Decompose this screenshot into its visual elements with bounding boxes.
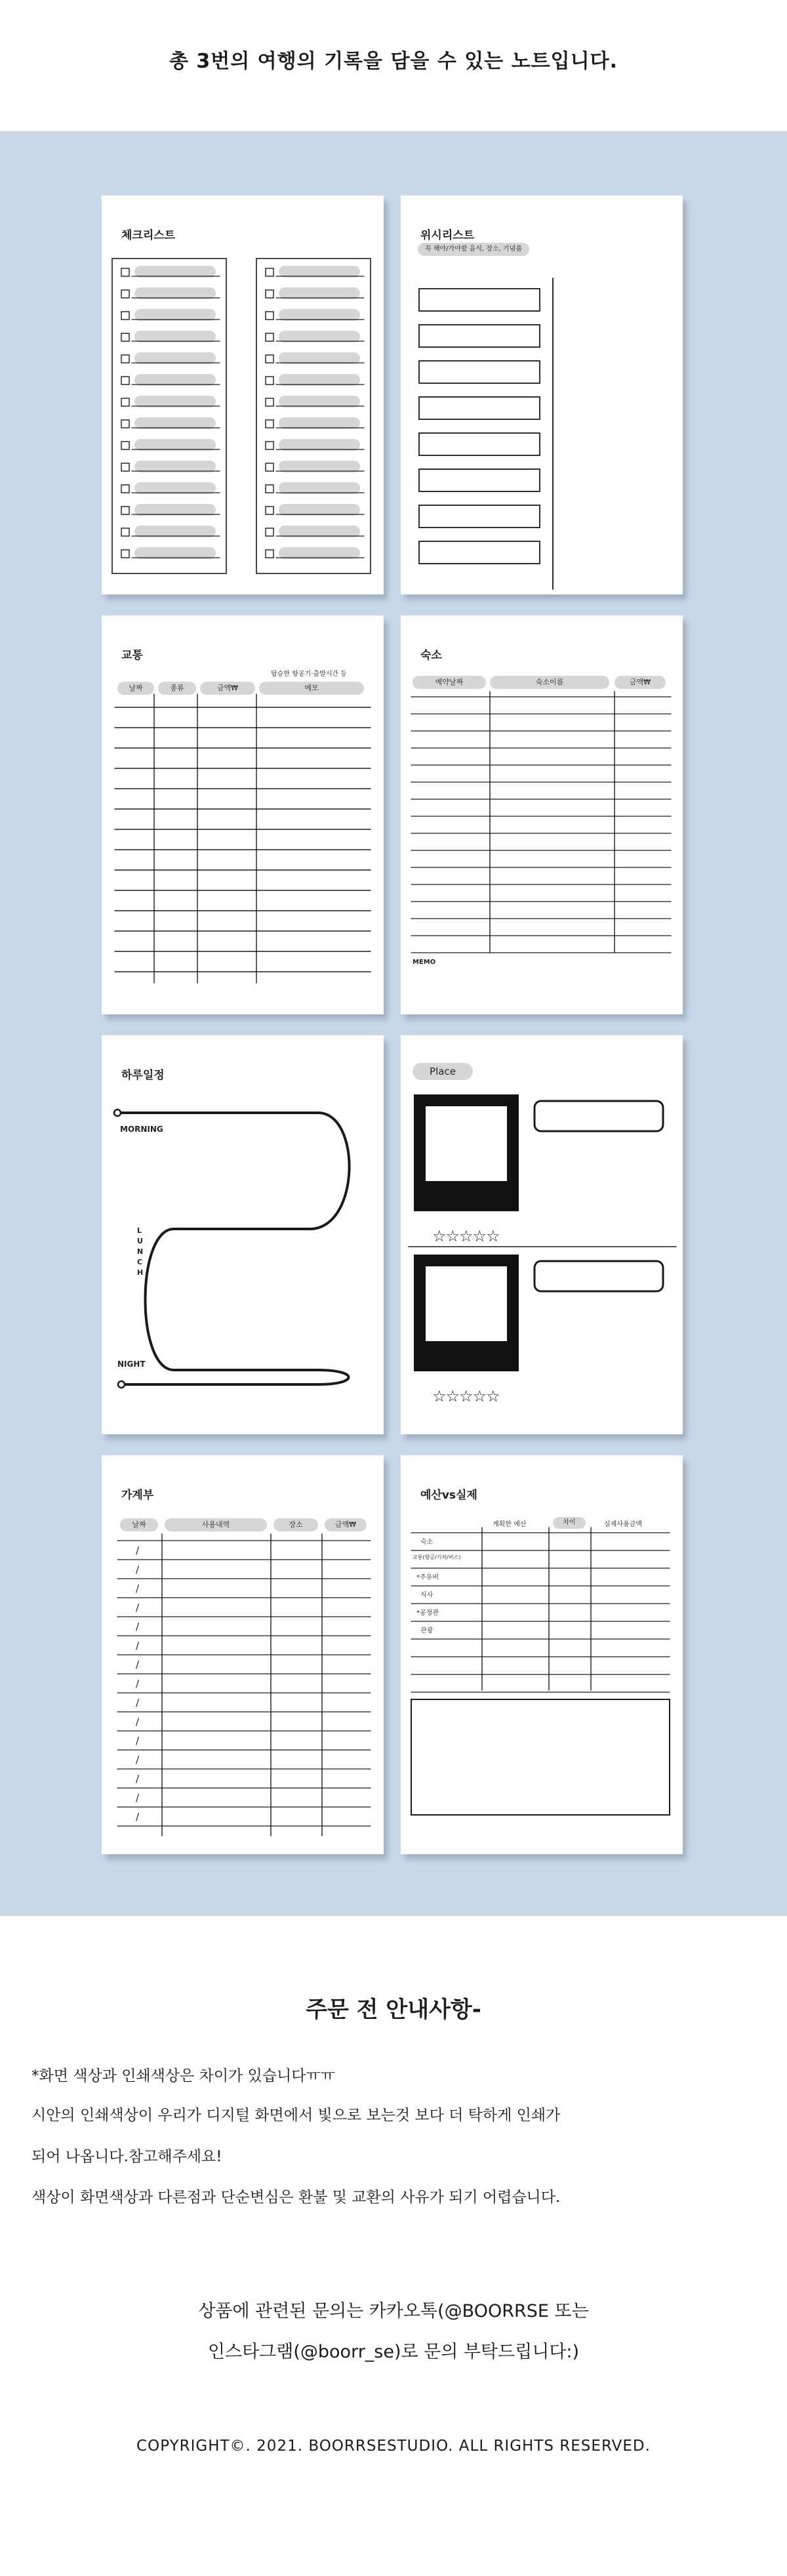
checkbox: [121, 550, 129, 558]
budget-row-label: 숙소: [420, 1539, 434, 1546]
route-path: [117, 1113, 350, 1384]
highlight-bar: [279, 352, 360, 364]
budget-table: [401, 1455, 683, 1854]
page-wishlist: [401, 196, 683, 594]
ledger-date-slash: /: [136, 1545, 140, 1556]
checkbox: [121, 312, 129, 320]
page-lodging: [401, 615, 683, 1014]
checkbox: [266, 398, 273, 406]
page-transport: [102, 615, 384, 1014]
checkbox: [266, 377, 273, 384]
morning-label: MORNING: [120, 1125, 163, 1134]
highlight-bar: [279, 547, 360, 559]
place-name-box: [535, 1101, 663, 1131]
checkbox: [266, 463, 273, 471]
budget-row-label: 식사: [420, 1592, 434, 1599]
highlight-bar: [134, 374, 216, 386]
contact-line: 상품에 관련된 문의는 카카오톡(@BOORRSE 또는: [198, 2301, 589, 2321]
star-rating: ☆☆☆☆☆: [432, 1227, 500, 1245]
checkbox: [266, 355, 273, 363]
ledger-date-slash: /: [136, 1697, 140, 1709]
checkbox: [121, 355, 129, 363]
ledger-date-slash: /: [136, 1773, 140, 1785]
wishlist-drawing: [401, 196, 683, 594]
col-date: 날짜: [117, 682, 154, 695]
notice-line: 시안의 인쇄색상이 우리가 디지털 화면에서 빛으로 보는것 보다 더 탁하게 인쇄가: [31, 2107, 561, 2124]
checkbox: [121, 507, 129, 514]
highlight-bar: [134, 266, 216, 278]
transport-note: 탑승한 항공기·출발시간 등: [271, 671, 347, 678]
page-checklist: [102, 196, 384, 594]
daily-route: [102, 1035, 384, 1434]
checkbox: [121, 290, 129, 298]
highlight-bar: [279, 504, 360, 516]
checkbox: [121, 528, 129, 536]
highlight-bar: [134, 331, 216, 343]
ledger-date-slash: /: [136, 1583, 140, 1594]
checkbox: [121, 442, 129, 449]
route-start-dot: [114, 1110, 121, 1116]
transport-table: [102, 615, 384, 1014]
wish-box: [419, 469, 540, 491]
memo-label: MEMO: [413, 959, 436, 966]
checkbox: [266, 507, 273, 514]
checkbox: [266, 550, 273, 558]
highlight-bar: [279, 266, 360, 278]
highlight-bar: [134, 461, 216, 472]
highlight-bar: [279, 482, 360, 494]
checkbox: [266, 333, 273, 341]
highlight-bar: [134, 504, 216, 516]
place-name-box: [535, 1261, 663, 1291]
highlight-bar: [279, 417, 360, 429]
preview-band: [0, 131, 787, 1916]
col-lodging-name: 숙소이름: [490, 676, 609, 689]
col-difference: 차이: [553, 1517, 586, 1529]
page-place: [401, 1035, 683, 1434]
notice-line: 되어 나옵니다.참고해주세요!: [31, 2148, 222, 2165]
ledger-date-slash: /: [136, 1621, 140, 1632]
checkbox: [266, 485, 273, 493]
checkbox: [266, 442, 273, 449]
page-title: 위시리스트: [420, 229, 475, 242]
notice-line: *화면 색상과 인쇄색상은 차이가 있습니다ㅠㅠ: [31, 2067, 335, 2085]
page-budget: [401, 1455, 683, 1854]
col-date: 날짜: [120, 1518, 158, 1531]
highlight-bar: [134, 309, 216, 321]
night-label: NIGHT: [117, 1360, 146, 1369]
highlight-bar: [279, 439, 360, 451]
page-title: 교통: [121, 649, 143, 662]
lodging-table: [401, 615, 683, 1014]
checkbox: [121, 377, 129, 384]
col-actual: 실제사용금액: [604, 1521, 642, 1528]
highlight-bar: [134, 547, 216, 559]
col-amount: 금액₩: [325, 1518, 367, 1531]
wish-box: [419, 361, 540, 383]
checkbox: [266, 420, 273, 428]
checkbox: [121, 420, 129, 428]
lunch-label: LUNCH: [137, 1226, 144, 1277]
budget-row-label: 교통(항공/기차/버스): [413, 1554, 461, 1560]
ledger-table: [102, 1455, 384, 1854]
highlight-bar: [279, 526, 360, 537]
highlight-bar: [279, 309, 360, 321]
wish-box: [419, 433, 540, 455]
col-lodging-amount: 금액₩: [615, 676, 666, 689]
ledger-date-slash: /: [136, 1735, 140, 1747]
highlight-bar: [134, 352, 216, 364]
highlight-bar: [279, 331, 360, 343]
budget-memo-box: [411, 1699, 670, 1815]
budget-row-label: *주유비: [416, 1574, 439, 1581]
highlight-bar: [134, 439, 216, 451]
budget-row-label: 관광: [420, 1627, 434, 1634]
ledger-date-slash: /: [136, 1811, 140, 1823]
place-label: Place: [413, 1063, 473, 1080]
route-end-dot: [118, 1381, 125, 1388]
highlight-bar: [134, 396, 216, 407]
checkbox: [266, 268, 273, 276]
col-amount: 금액₩: [200, 682, 255, 695]
checkbox: [266, 290, 273, 298]
ledger-date-slash: /: [136, 1602, 140, 1613]
ledger-date-slash: /: [136, 1564, 140, 1575]
highlight-bar: [279, 461, 360, 472]
highlight-bar: [279, 374, 360, 386]
top-caption: 총 3번의 여행의 기록을 담을 수 있는 노트입니다.: [169, 50, 618, 73]
checkbox: [121, 333, 129, 341]
wish-box: [419, 505, 540, 528]
highlight-bar: [134, 417, 216, 429]
page-title: 예산vs실제: [420, 1489, 477, 1502]
checklist-drawing: [102, 196, 384, 594]
ledger-date-slash: /: [136, 1640, 140, 1652]
checkbox: [266, 528, 273, 536]
notice-title: 주문 전 안내사항-: [306, 1997, 481, 2023]
highlight-bar: [134, 526, 216, 537]
col-usage: 사용내역: [165, 1518, 267, 1531]
wish-box: [419, 397, 540, 419]
ledger-date-slash: /: [136, 1792, 140, 1804]
contact-line: 인스타그램(@boorr_se)로 문의 부탁드립니다:): [207, 2342, 580, 2362]
col-booking-date: 예약날짜: [413, 676, 486, 689]
wish-box: [419, 325, 540, 347]
page-title: 체크리스트: [121, 229, 176, 242]
col-place: 장소: [273, 1518, 318, 1531]
checkbox: [121, 268, 129, 276]
ledger-date-slash: /: [136, 1716, 140, 1728]
page-title: 하루일정: [121, 1069, 165, 1082]
highlight-bar: [279, 287, 360, 299]
col-type: 종류: [158, 682, 196, 695]
checkbox: [121, 463, 129, 471]
ledger-date-slash: /: [136, 1754, 140, 1766]
checkbox: [121, 485, 129, 493]
star-rating: ☆☆☆☆☆: [432, 1387, 500, 1405]
highlight-bar: [279, 396, 360, 407]
place-frames: [401, 1035, 683, 1434]
col-planned: 계획한 예산: [493, 1521, 527, 1528]
checkbox: [121, 398, 129, 406]
highlight-bar: [134, 287, 216, 299]
copyright: COPYRIGHT©. 2021. BOORRSESTUDIO. ALL RIGHTS RESERVED.: [136, 2438, 651, 2455]
page-daily: [102, 1035, 384, 1434]
photo-window: [426, 1266, 507, 1341]
page-ledger: [102, 1455, 384, 1854]
wishlist-subtitle: 꼭 해야/가야할 음식, 장소, 기념품: [418, 243, 529, 256]
checkbox: [266, 312, 273, 320]
photo-window: [426, 1106, 507, 1181]
col-memo: 메모: [259, 682, 364, 695]
wish-box: [419, 541, 540, 564]
notice-line: 색상이 화면색상과 다른점과 단순변심은 환불 및 교환의 사유가 되기 어렵습니다.: [31, 2189, 561, 2206]
wish-box: [419, 289, 540, 311]
page-title: 가계부: [121, 1489, 154, 1502]
budget-row-label: *공정관: [416, 1610, 439, 1617]
page-title: 숙소: [420, 649, 442, 662]
ledger-date-slash: /: [136, 1659, 140, 1671]
ledger-date-slash: /: [136, 1678, 140, 1690]
highlight-bar: [134, 482, 216, 494]
